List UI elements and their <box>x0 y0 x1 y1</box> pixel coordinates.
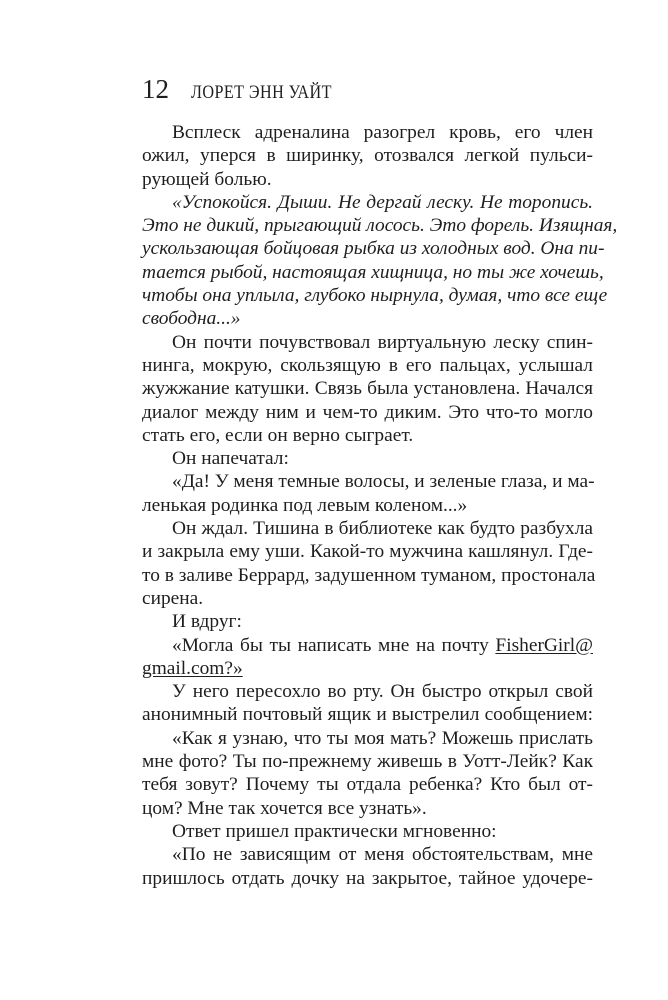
line-text: сирена. <box>142 587 204 609</box>
line-text: стать его, если он верно сыграет. <box>142 424 414 446</box>
text-line <box>142 634 593 657</box>
text-line <box>142 750 593 773</box>
page-number: 12 <box>142 74 169 104</box>
line-text: ленькая родинка под левым коленом...» <box>142 494 468 516</box>
text-line <box>142 680 593 703</box>
running-head-author: ЛОРЕТ ЭНН УАЙТ <box>191 82 332 103</box>
text-line <box>142 144 593 167</box>
running-header <box>142 74 357 105</box>
text-line <box>142 470 593 493</box>
line-text: то в заливе Беррард, задушенном туманом, простонала <box>142 564 596 586</box>
text-line <box>142 610 593 633</box>
line-text: цом? Мне так хочется все узнать». <box>142 797 427 819</box>
text-line <box>142 424 593 447</box>
line-text: анонимный почтовый ящик и выстрелил сообщением: <box>142 704 593 726</box>
text-line <box>142 331 593 354</box>
text-line <box>142 214 618 237</box>
text-line <box>142 377 593 400</box>
text-line <box>142 657 593 680</box>
line-text: Это не дикий, прыгающий лосось. Это форель. Изящная, <box>142 215 618 237</box>
text-line <box>142 564 596 587</box>
line-text: пришлось отдать дочку на закрытое, тайное удочере- <box>142 867 593 889</box>
text-line <box>142 354 593 377</box>
text-line <box>142 587 593 610</box>
line-text: Он напечатал: <box>172 448 289 470</box>
line-text: ожил, уперся в ширинку, отозвался легкой пульси- <box>142 145 593 167</box>
line-text: ускользающая бойцовая рыбка из холодных вод. Она пи- <box>142 238 605 260</box>
text-line <box>142 727 593 750</box>
text-line <box>142 820 593 843</box>
line-text: «Да! У меня темные волосы, и зеленые глаза, и ма- <box>172 471 595 493</box>
text-line <box>142 401 593 424</box>
line-text: тебя зовут? Почему ты отдала ребенка? Кто был от- <box>142 774 593 796</box>
line-text: И вдруг: <box>172 611 242 633</box>
text-line <box>142 867 593 890</box>
text-line <box>142 191 593 214</box>
text-line <box>142 307 593 330</box>
line-text: тается рыбой, настоящая хищница, но ты же хочешь, <box>142 261 604 283</box>
email-link[interactable]: gmail.com?» <box>142 657 243 679</box>
page-body-text <box>142 121 618 890</box>
text-line <box>142 121 593 144</box>
text-line <box>142 494 593 517</box>
text-line <box>142 168 593 191</box>
line-text: У него пересохло во рту. Он быстро открыл свой <box>172 681 593 703</box>
text-line <box>142 237 605 260</box>
text-line <box>142 540 593 563</box>
text-line <box>142 517 593 540</box>
email-link[interactable]: FisherGirl@ <box>495 634 593 656</box>
line-text: жужжание катушки. Связь была установлена. Начался <box>142 378 593 400</box>
line-text: свободна...» <box>142 308 241 330</box>
line-text: Ответ пришел практически мгновенно: <box>172 820 497 842</box>
text-line <box>142 261 604 284</box>
line-text: чтобы она уплыла, глубоко нырнула, думая, что все еще <box>142 285 608 307</box>
line-text: «Как я узнаю, что ты моя мать? Можешь прислать <box>172 727 593 749</box>
line-text: «По не зависящим от меня обстоятельствам, мне <box>172 844 593 866</box>
line-text: диалог между ним и чем-то диким. Это что-то могло <box>142 401 593 423</box>
line-text: «Могла бы ты написать мне на почту <box>172 634 496 656</box>
line-text: Всплеск адреналина разогрел кровь, его член <box>172 122 593 143</box>
line-text: Он почти почувствовал виртуальную леску спин- <box>172 331 593 353</box>
text-line <box>142 284 608 307</box>
line-text: нинга, мокрую, скользящую в его пальцах, услышал <box>142 354 593 376</box>
text-line <box>142 773 593 796</box>
text-line <box>142 703 593 726</box>
text-line <box>142 447 593 470</box>
line-text: «Успокойся. Дыши. Не дергай леску. Не торопись. <box>172 191 593 213</box>
line-text: и закрыла ему уши. Какой-то мужчина кашлянул. Где- <box>142 541 593 563</box>
line-text: мне фото? Ты по-прежнему живешь в Уотт-Лейк? Как <box>142 751 593 773</box>
line-text: рующей болью. <box>142 168 272 190</box>
line-text: Он ждал. Тишина в библиотеке как будто разбухла <box>172 518 593 540</box>
text-line <box>142 797 593 820</box>
text-line <box>142 843 593 866</box>
